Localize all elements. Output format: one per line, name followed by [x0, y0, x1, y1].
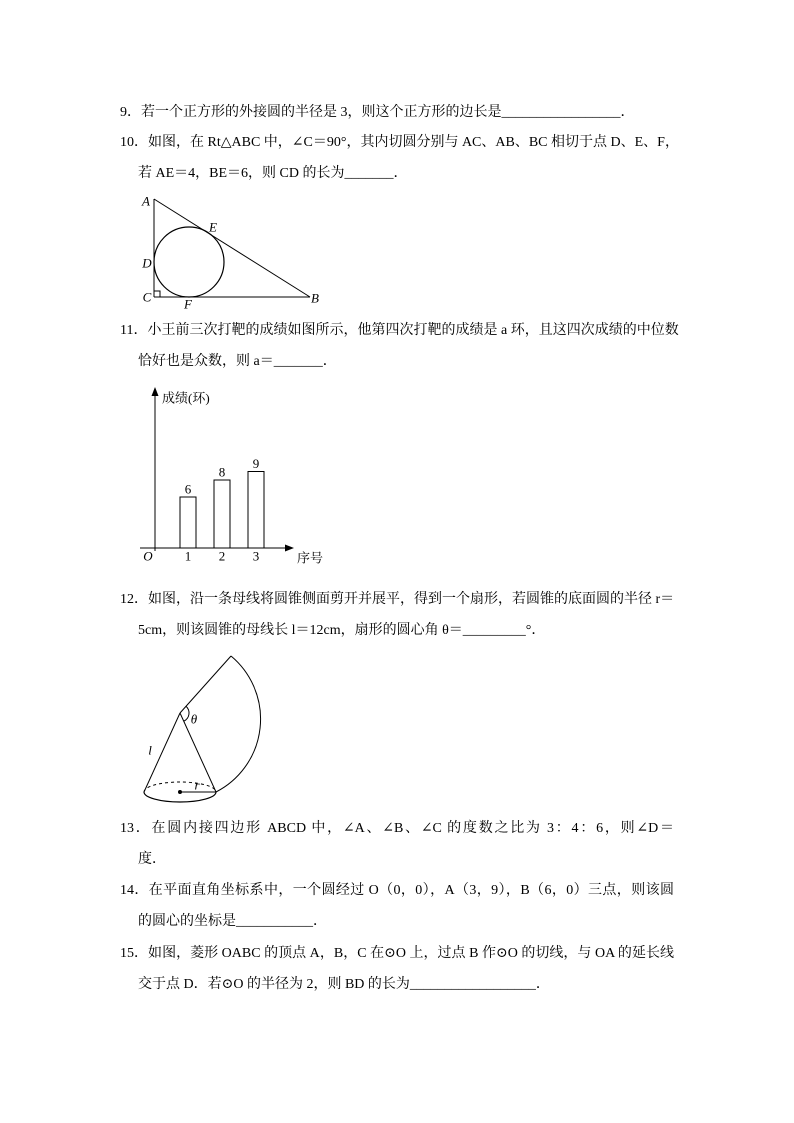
- sector-arc: [216, 656, 261, 792]
- question-10-line-1: 10．如图，在 Rt△ABC 中，∠C＝90°，其内切圆分别与 AC、AB、BC 相切于点 D、E、F，: [120, 135, 679, 150]
- label-b: B: [311, 290, 319, 306]
- origin-label: O: [143, 548, 153, 564]
- incircle: [154, 227, 224, 297]
- figure-right-triangle-incircle: [130, 190, 330, 312]
- bar-value-label: 8: [218, 464, 226, 480]
- bar-chart: [130, 385, 335, 570]
- x-tick-label: 3: [252, 548, 260, 564]
- label-f: F: [184, 296, 192, 312]
- question-13-line-1: 13．在圆内接四边形 ABCD 中，∠A、∠B、∠C 的度数之比为 3：4：6，则∠D＝: [120, 821, 674, 836]
- x-axis-label: 序号: [297, 550, 324, 566]
- figure-cone-sector: [135, 645, 270, 807]
- label-d: D: [142, 255, 152, 271]
- question-14-line-1: 14．在平面直角坐标系中，一个圆经过 O（0，0），A（3，9），B（6，0）三点，则该圆: [120, 883, 674, 898]
- label-theta: θ: [190, 711, 198, 727]
- label-e: E: [209, 219, 217, 235]
- question-12-line-1: 12．如图，沿一条母线将圆锥侧面剪开并展平，得到一个扇形，若圆锥的底面圆的半径 r＝: [120, 592, 675, 607]
- y-axis-label: 成绩(环): [162, 390, 210, 406]
- question-15-line-1: 15．如图，菱形 OABC 的顶点 A，B，C 在⊙O 上，过点 B 作⊙O 的切线，与 OA 的延长线: [120, 946, 674, 961]
- y-axis-arrowhead: [152, 387, 159, 396]
- question-12-line-2: 5cm，则该圆锥的母线长 l＝12cm，扇形的圆心角 θ＝_________°．: [138, 623, 546, 638]
- question-14-line-2: 的圆心的坐标是___________．: [138, 914, 327, 929]
- question-11-line-1: 11．小王前三次打靶的成绩如图所示，他第四次打靶的成绩是 a 环，且这四次成绩的中位数: [120, 323, 679, 338]
- question-9-line-1: 9．若一个正方形的外接圆的半径是 3，则这个正方形的边长是_________________．: [120, 105, 635, 120]
- side-ab: [154, 199, 310, 297]
- bar: [248, 472, 264, 549]
- x-tick-label: 2: [218, 548, 226, 564]
- label-l: l: [148, 742, 152, 758]
- bar: [180, 497, 196, 548]
- x-tick-label: 1: [184, 548, 192, 564]
- sector-radius: [180, 656, 231, 713]
- right-angle-marker: [154, 291, 160, 297]
- label-c: C: [142, 289, 152, 305]
- label-r: r: [194, 777, 200, 793]
- bar: [214, 480, 230, 548]
- question-15-line-2: 交于点 D．若⊙O 的半径为 2，则 BD 的长为__________________．: [138, 977, 550, 992]
- question-11-line-2: 恰好也是众数，则 a＝_______．: [138, 354, 337, 369]
- label-a: A: [142, 193, 150, 209]
- base-center-dot: [178, 790, 182, 794]
- question-13-line-2: 度．: [138, 852, 166, 867]
- bar-value-label: 6: [184, 481, 192, 497]
- question-10-line-2: 若 AE＝4，BE＝6，则 CD 的长为_______．: [138, 166, 408, 181]
- bar-value-label: 9: [252, 456, 260, 471]
- x-axis-arrowhead: [285, 545, 294, 552]
